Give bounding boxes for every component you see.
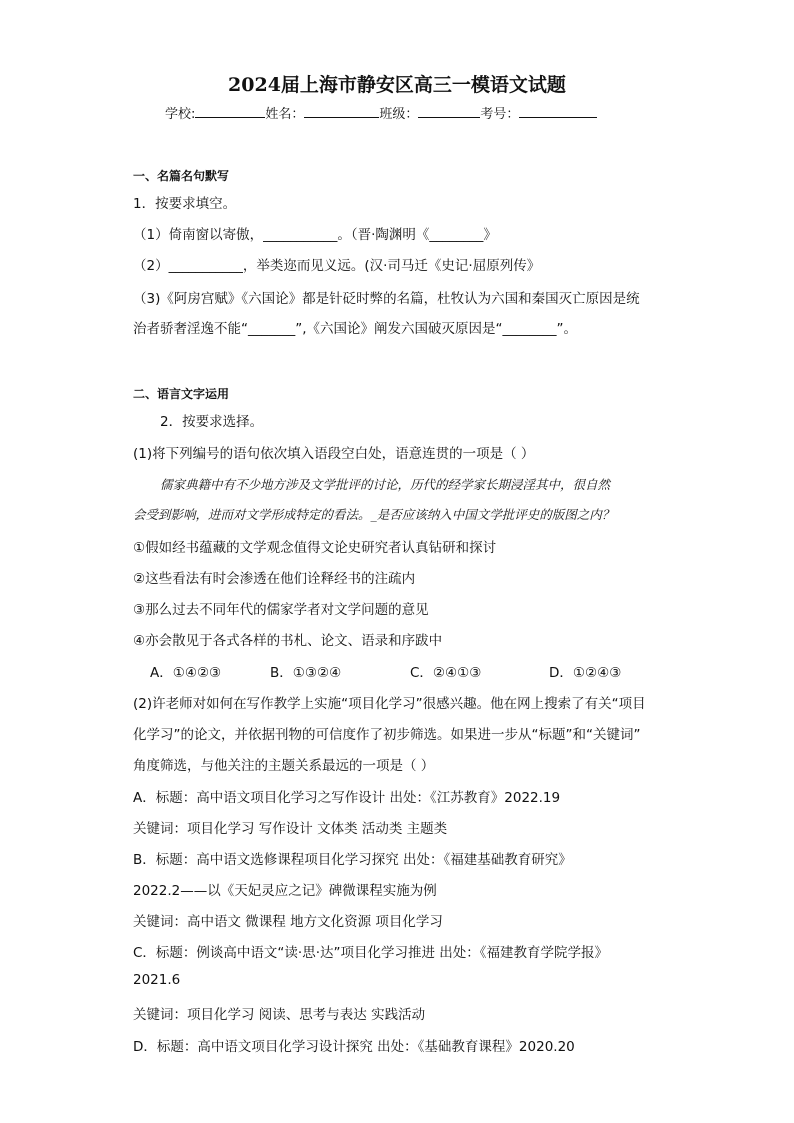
- class-blank: [418, 104, 480, 118]
- q1-sub-1: （1）倚南窗以寄傲，___________。（晋·陶渊明《________》: [133, 227, 497, 243]
- choice-c-title: C．标题：例谈高中语文“读·思·达”项目化学习推进 出处：《福建教育学院学报》: [133, 945, 609, 961]
- q2-part1-stem: (1)将下列编号的语句依次填入语段空白处，语意连贯的一项是（ ）: [133, 446, 535, 462]
- page-title: 2024届上海市静安区高三一模语文试题: [228, 74, 566, 96]
- question-2: 2．按要求选择。: [160, 414, 264, 430]
- question-1: 1．按要求填空。: [133, 196, 237, 212]
- item-2: ②这些看法有时会渗透在他们诠释经书的注疏内: [133, 571, 416, 587]
- q2-part2-line1: (2)许老师对如何在写作教学上实施“项目化学习”很感兴趣。他在网上搜索了有关“项目: [133, 696, 646, 712]
- student-info-row: [165, 103, 597, 122]
- choice-a-keywords: 关键词：项目化学习 写作设计 文体类 活动类 主题类: [133, 821, 448, 837]
- q1-sub-3-line1: （3)《阿房宫赋》《六国论》都是针砭时弊的名篇，杜牧认为六国和秦国灭亡原因是统: [133, 291, 640, 307]
- choice-a-title: A．标题：高中语文项目化学习之写作设计 出处：《江苏教育》2022.19: [133, 790, 561, 806]
- choice-b-title: B．标题：高中语文选修课程项目化学习探究 出处：《福建基础教育研究》: [133, 852, 572, 868]
- name-label: 姓名：: [265, 107, 305, 122]
- q2-part2-line3: 角度筛选，与他关注的主题关系最远的一项是（ ）: [133, 758, 435, 774]
- school-label: 学校:: [165, 107, 196, 122]
- number-label: 考号：: [480, 107, 520, 122]
- item-4: ④亦会散见于各式各样的书札、论文、语录和序跋中: [133, 633, 443, 649]
- choice-d-title: D．标题：高中语文项目化学习设计探究 出处：《基础教育课程》2020.20: [133, 1039, 575, 1055]
- q1-sub-3-line2: 治者骄奢淫逸不能“_______”,《六国论》阐发六国破灭原因是“________”。: [133, 321, 578, 337]
- choice-b-keywords: 关键词：高中语文 微课程 地方文化资源 项目化学习: [133, 914, 443, 930]
- class-label: 班级：: [379, 107, 419, 122]
- number-blank: [519, 104, 597, 118]
- option-c: C．②④①③: [410, 665, 482, 681]
- passage-line-1: 儒家典籍中有不少地方涉及文学批评的讨论，历代的经学家长期浸淫其中，很自然: [160, 477, 611, 492]
- section-heading-2: 二、语言文字运用: [133, 387, 230, 401]
- option-a: A．①④②③: [150, 665, 222, 681]
- school-blank: [195, 104, 265, 118]
- choice-b-source: 2022.2——以《天妃灵应之记》碑微课程实施为例: [133, 883, 437, 899]
- name-blank: [304, 104, 379, 118]
- option-b: B．①③②④: [270, 665, 342, 681]
- q2-part2-line2: 化学习”的论文，并依据刊物的可信度作了初步筛选。如果进一步从“标题”和“关键词”: [133, 727, 641, 743]
- q1-sub-2: （2）___________，举类迩而见义远。(汉·司马迁《史记·屈原列传》: [133, 258, 541, 274]
- choice-c-source: 2021.6: [133, 972, 181, 988]
- option-d: D．①②④③: [549, 665, 622, 681]
- section-heading-1: 一、名篇名句默写: [133, 169, 230, 183]
- passage-line-2: 会受到影响，进而对文学形成特定的看法。_是否应该纳入中国文学批评史的版图之内？: [133, 507, 615, 522]
- item-3: ③那么过去不同年代的儒家学者对文学问题的意见: [133, 602, 429, 618]
- choice-c-keywords: 关键词：项目化学习 阅读、思考与表达 实践活动: [133, 1007, 426, 1023]
- item-1: ①假如经书蕴藏的文学观念值得文论史研究者认真钻研和探讨: [133, 540, 497, 556]
